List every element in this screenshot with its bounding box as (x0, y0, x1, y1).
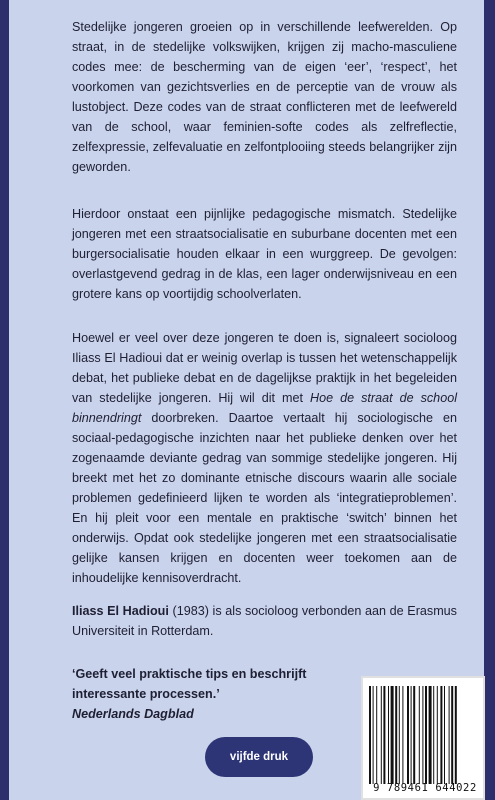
review-quote (72, 664, 362, 724)
isbn-number: 9 789461 644022 (373, 782, 477, 794)
blurb-paragraph-2: Hierdoor onstaat een pijnlijke pedagogische mismatch. Stedelijke jongeren met een straatsocialisatie en suburbane docenten met een burgersocialisatie houden elkaar in een wurggreep. De gevolgen: overlastgevend gedrag in de klas, een lager onderwijsniveau en een grotere kans op voortijdig schoolverlaten. (72, 207, 457, 301)
paragraph-3-intro: Hoewel er veel over deze jongeren te doen is, signaleert socioloog Iliass El Hadioui dat er weinig overlap is tussen het wetenschappelijk debat, het publieke debat en de dagelijkse praktijk in het begeleiden van stedelijke jongeren. Hij wil dit met (72, 331, 457, 405)
author-name: Iliass El Hadioui (72, 604, 169, 618)
author-bio-text: (1983) is als socioloog verbonden aan de Erasmus Universiteit in Rotterdam. (72, 604, 457, 638)
quote-text: ‘Geeft veel praktische tips en beschrijft interessante processen.’ (72, 667, 307, 701)
edition-badge: vijfde druk (205, 737, 313, 777)
quote-source: Nederlands Dagblad (72, 707, 194, 721)
blurb-paragraph-1: Stedelijke jongeren groeien op in verschillende leefwerelden. Op straat, in de stedelijke volkswijken, krijgen zij macho-masculiene codes mee: de bescherming van de eigen ‘eer’, ‘respect’, het voorkomen van gezichtsverlies en de perceptie van de vrouw als lustobject. Deze codes van de straat conflicteren met de leefwereld van de school, waar feminien-softe codes als zelfreflectie, zelfexpressie, zelfevaluatie en zelfontplooiing steeds belangrijker zijn geworden. (72, 20, 457, 174)
author-bio (72, 601, 457, 641)
blurb-paragraph-3 (72, 328, 457, 588)
barcode-bars (369, 686, 481, 784)
book-title-italic: Hoe de straat de school binnendringt (72, 391, 457, 425)
paragraph-3-rest: doorbreken. Daartoe vertaalt hij sociologische en sociaal-pedagogische inzichten naar het publieke denken over het zogenaamde deviante gedrag van sommige stedelijke jongeren. Hij breekt met het zo dominante etnische discours waarin alle sociale problemen gedefinieerd lijken te worden als ‘integratieproblemen’. En hij pleit voor een mentale en praktische ‘switch’ binnen het onderwijs. Opdat ook stedelijke jongeren met een straatsocialisatie gelijke kansen krijgen en docenten weer toekomen aan de inhoudelijke kennisoverdracht. (72, 411, 457, 585)
barcode (361, 676, 485, 800)
